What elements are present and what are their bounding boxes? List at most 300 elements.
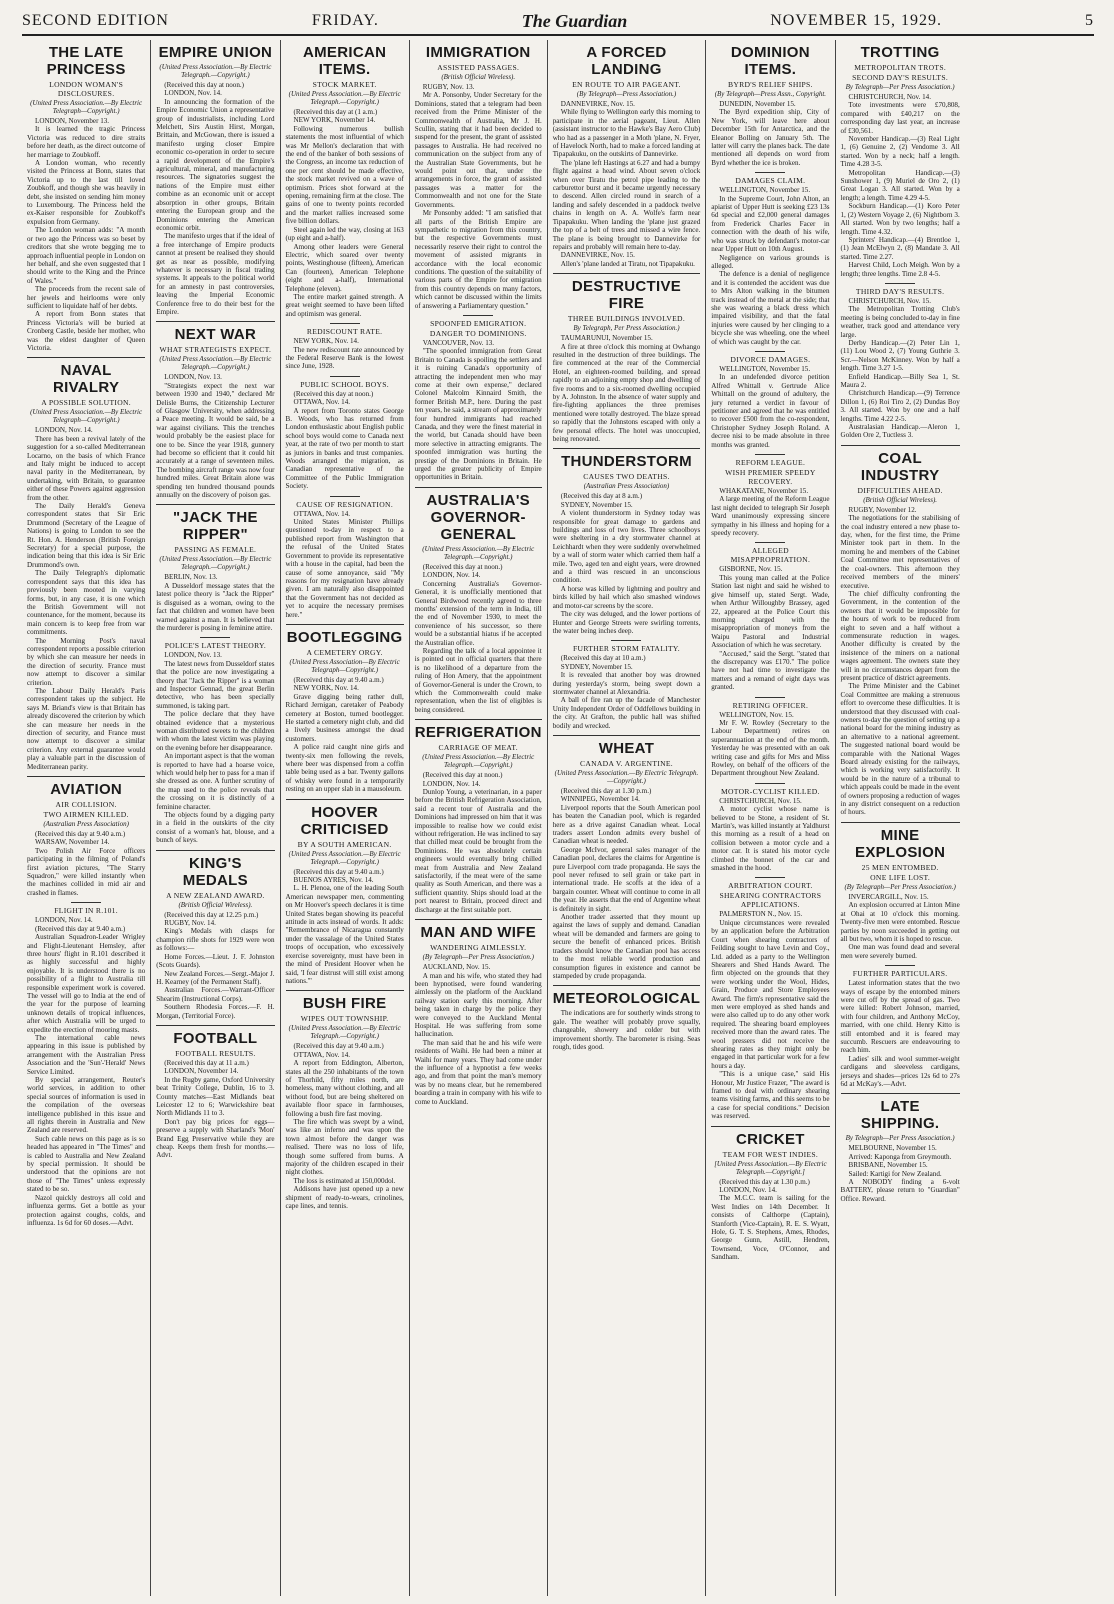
article-paragraph: (Received this day at 9.40 a.m.) xyxy=(35,830,126,839)
article-divider xyxy=(286,990,404,991)
article-paragraph: The Daily Herald's Geneva correspondent states that Sir Eric Drummond (Secretary of the League of Nations) is going to London to see the Rt. Hon. A. Henderson (British Foreign Secretary) for a special purpose, the indication being that this idea is Sir Eric Drummond's own. xyxy=(27,502,146,569)
article-paragraph: CHRISTCHURCH, Nov. 14. xyxy=(848,93,932,101)
article-paragraph: L. H. Plenoa, one of the leading South American newspaper men, commenting on Mr Hoover's speech declares it is time United States began showing its peaceful attitude in acts instead of words. It adds: "Remembrance of Nicaragua constantly under the vassalage of the United States troops of occupation, who excessively exercise sovereignty, must have been in the mind of President Hoover when he said, 'I fear distrust will still exist among nations.'" xyxy=(285,884,404,985)
article-credit: (United Press Association.—By Electric Telegraph.—Copyright.) xyxy=(288,849,401,866)
article-paragraph: A police raid caught nine girls and twenty-six men following the revels, where beer was dispensed from a coffin table being used as a bar. Twenty gallons of whisky were found in a temporarily resting on an upper slab in a mausoleum. xyxy=(285,743,404,794)
article-paragraph: Don't pay big prices for eggs—preserve a supply with Sharland's 'Mon' Brand Egg Preservative while they are cheap. Keeps them fresh for months.—Advt. xyxy=(156,1117,275,1160)
article-subheading: WISH PREMIER SPEEDY RECOVERY. xyxy=(725,468,816,487)
article-paragraph: A motor cyclist whose name is believed to be Stone, a resident of St. Martin's, was killed instantly at Yaldhurst this morning as a result of a head on collision between a motor cycle and a motor car. It is stated his motor cycle climbed the bonnet of the car and smashed in the hood. xyxy=(711,805,830,873)
article-paragraph: (Received this day at 12.25 p.m.) xyxy=(164,910,259,919)
article-headline: METEOROLOGICAL xyxy=(552,990,701,1008)
article-subheading: WANDERING AIMLESSLY. xyxy=(430,943,527,953)
article-paragraph: Ladies' silk and wool summer-weight cardigans and sleeveless cardigans, jerseys and shades—prices 12s 6d to 27s 6d at McKay's.—Advt. xyxy=(840,1054,960,1088)
article-subheading: LONDON WOMAN'S DISCLOSURES. xyxy=(49,80,124,98)
article-subheading: BY A SOUTH AMERICAN. xyxy=(297,839,392,849)
article-paragraph: Arrived: Kaponga from Greymouth. xyxy=(848,1152,952,1161)
article-paragraph: Concerning Australia's Governor-General, it is unofficially mentioned that General Birdwood recently agreed to three months' extension of the term in India, till the end of November 1930, to meet the convenience of his successor, so there would be a substantial hiatus if he accepted the Australian office. xyxy=(414,579,542,647)
article-paragraph: "Strategists expect the next war between 1930 and 1940," declared Mr Delisle Burns, the Citizenship Lecturer of Glasgow University, when addressing a Peace meeting. It would be said, be a war against civilians. This the trenches would probably be the easiest place for one to be. Since the year 1918, gunnery had become so efficient that it could hit accurately at a range of seventeen miles. The bombing aircraft range was now four hundred miles. Great Britain alone was spending ten hundred thousand pounds annually on the discovery of poison gas. xyxy=(156,381,275,500)
article-paragraph: The Prime Minister and the Cabinet Coal Committee are making a strenuous effort to overcome these difficulties. It is understood that they discussed with coal-owners to-day the question of setting up a national board for the mining industry as an alternative to a national agreement. The suggested national board would be comparable with the National Wages Board already existing for the railways, which is working very satisfactorily. It would be in the nature of a tribunal to which appeals could be made in the event of owners proposing a reduction of wages in any district consequent on a reduction of hours. xyxy=(840,682,960,817)
article-credit: (British Official Wireless). xyxy=(178,900,253,909)
article-divider xyxy=(286,624,404,625)
article xyxy=(286,990,404,1210)
article-paragraph: The defence is a denial of negligence and it is contended the accident was due to Mrs Alton walking in the bitumen track instead of the metal at the side; that she was wearing a black dress which impaired visibility, and that the fatal injuries were caused by her clinging to a bicycle she was wheeling, one the wheel of which was caught by the car. xyxy=(711,270,830,346)
article-credit: By Telegraph—Per Press Association.) xyxy=(845,83,955,91)
article xyxy=(553,735,701,980)
article-paragraph: Southern Rhodesia Forces.—F. H. Morgan, (Territorial Force). xyxy=(156,1003,275,1020)
article-divider xyxy=(553,448,701,449)
article xyxy=(711,1126,829,1262)
article-paragraph: (Received this day at 9.40 a.m.) xyxy=(293,867,384,876)
article xyxy=(841,1093,960,1203)
article-headline: DESTRUCTIVE FIRE xyxy=(571,278,682,313)
article xyxy=(156,504,274,632)
article xyxy=(156,1025,274,1160)
article-paragraph: OTTAWA, Nov. 14. xyxy=(293,509,351,518)
article-paragraph: LONDON, Nov. 14. xyxy=(719,1186,777,1195)
article-paragraph: There has been a revival lately of the suggestion for a so-called Mediterranean Locarno, on the basis of which France and Italy might be induced to accept naval parity in the Mediterranean, by undertaking, with Britain, to guarantee either of these Powers against aggression from the other. xyxy=(27,434,146,502)
article-paragraph: A NOBODY finding a 6-volt BATTERY, please return to "Guardian" Office. Reward. xyxy=(840,1178,960,1203)
article-paragraph: The city was deluged, and the lower portions of Hunter and George Streets were swirling torrents, the water being inches deep. xyxy=(552,610,701,635)
article-headline: TROTTING xyxy=(860,44,940,61)
article-paragraph: Regarding the talk of a local appointee it is pointed out in official quarters that there is no likelihood of a departure from the ruling of Hon Amery, that the appointment of Governor-General is under the Crown, to which the Commonwealth could make representation, when the list of eligibles is being considered. xyxy=(414,646,542,714)
article-headline: COAL INDUSTRY xyxy=(860,449,940,484)
section-dash xyxy=(755,877,785,878)
article-subheading: WIPES OUT TOWNSHIP. xyxy=(300,1014,389,1024)
article-paragraph: Australasian Handicap.—Aleron 1, Golden Ore 2, Tuctless 3. xyxy=(840,423,960,440)
article xyxy=(711,44,829,167)
article-paragraph: Liverpool reports that the South American pool has beaten the Canadian pool, which is regarded here as a drive against Canadian wheat. Local traders assert London admits every bushel of Canadian wheat is needed. xyxy=(552,803,701,846)
article-paragraph: It is learned the tragic Princess Victoria was reduced to dire straits before her death, as the direct outcome of her marriage to Zoubkoff. xyxy=(27,125,146,159)
article-paragraph: A London woman, who recently visited the Princess at Bonn, states that Victoria up to the last till loved Zoubkoff, and though she was heavily in debt, she insisted on sending him money to Luxembourg. The Princess held the ex-Kaiser responsible for Zoubkoff's expulsion from Germany. xyxy=(27,159,146,226)
article xyxy=(286,44,404,318)
article-paragraph: One man was found dead and several men were severely burned. xyxy=(840,943,960,960)
article-credit: (United Press Association.—By Electric Telegraph.—Copyright.) xyxy=(554,768,699,785)
article-headline: AUSTRALIA'S GOVERNOR-GENERAL xyxy=(426,491,530,543)
article-paragraph: (Received this day at 8 a.m.) xyxy=(560,492,643,501)
article-paragraph: A report from Eddington, Alberton, states all the 250 inhabitants of the town of Thorhild, fifty miles north, are homeless, many without clothing, and all without food, but are being sheltered on available floor space in farmhouses, following a bush fire fast moving. xyxy=(285,1059,404,1118)
article-paragraph: Grave digging being rather dull, Richard Jernigan, caretaker of Peabody cemetery at Boston, turned bootlegger. He started a cemetery night club, and did a lively business amongst the dead customers. xyxy=(285,692,404,743)
article-paragraph: An important aspect is that the woman is reported to have had a hoarse voice, which would help her to pass for a man if she dressed as one. A further scrutiny of the map used to the police reveals that the crossing on it is distinctly of a feminine character. xyxy=(156,752,275,811)
article-paragraph: Another trader asserted that they mount up against the laws of supply and demand. Canadian wheat will be demanded and farmers are going to secure the benefit of enhanced prices. British traders should know the Canadian pool has access to the most reliable world production and consumption figures in existence and cannot be stampeded by crude propaganda. xyxy=(552,913,701,980)
article-subheading: SECOND DAY'S RESULTS. xyxy=(852,73,949,82)
article-paragraph: DUNEDIN, November 15. xyxy=(719,100,796,108)
article-subheading: FLIGHT IN R.101. xyxy=(54,906,118,916)
article-credit: (United Press Association.—By Electric Telegraph—Copyright.) xyxy=(30,408,143,425)
article-paragraph: "This is a unique case," said His Honour, Mr Justice Frazer, "The award is framed to deal with ordinary shearing teams visiting farms, and this seems to be a case for special conditions." Decision was reserved. xyxy=(711,1070,830,1121)
article-headline: A FORCED LANDING xyxy=(586,44,667,78)
article-paragraph: The objects found by a digging party in a field in the outskirts of the city consist of a woman's hat, blouse, and a bunch of keys. xyxy=(156,811,275,845)
article-paragraph: The police declare that they have obtained evidence that a mysterious woman distributed sweets to the children with whom the latest victim was playing on the evening before her disappearance. xyxy=(156,710,275,752)
section-dash xyxy=(330,376,360,377)
article-credit: (United Press Association.—By Electric Telegraph.—Copyright.) xyxy=(159,63,272,79)
article-paragraph: The negotiations for the stabilising of the coal industry entered a new phase to-day, when, for the first time, the Prime Minister took part in them. In the morning he and members of the Cabinet Coal Committee met representatives of the coal-owners. This afternoon they received members of the miners' executive. xyxy=(840,514,960,590)
article-paragraph: LONDON, Nov. 14. xyxy=(35,426,93,435)
article xyxy=(711,783,829,873)
article-paragraph: The London woman adds: "A month or two ago the Princess was so beset by creditors that she wrote begging me to approach influential people in London on her behalf, and she even suggested that I should write to the King and the Prince of Wales." xyxy=(27,226,146,285)
article-paragraph: (Received this day at 1.30 p.m.) xyxy=(719,1177,810,1186)
masthead xyxy=(22,10,1094,32)
article xyxy=(27,776,145,897)
article-paragraph: BUENOS AYRES, Nov. 14. xyxy=(293,876,374,885)
article xyxy=(415,919,542,1106)
article-paragraph: WELLINGTON, November 15. xyxy=(719,364,811,373)
article-paragraph: Harvest Child, Loch Meigh. Won by a length; three lengths. Time 2.8 4-5. xyxy=(840,261,960,278)
article-paragraph: (Received this day at noon.) xyxy=(293,389,374,398)
article-credit: (United Press Association.—By Electric Telegraph.—Copyright.) xyxy=(159,355,272,372)
article-paragraph: WELLINGTON, Nov. 15. xyxy=(719,710,794,719)
article xyxy=(27,357,145,771)
article-subheading: A POSSIBLE SOLUTION. xyxy=(41,398,131,408)
article-paragraph: A report from Toronto states George B. Woods, who has returned from London enthusiastic about English public school boys would come to Canada next year, at the rate of two per month to start as juniors in banks and trust companies. Woods arranged the migration, as Canadian representative of the Committee of the Public Immigration Society. xyxy=(285,406,404,491)
section-dash xyxy=(330,496,360,497)
article-subheading: REDISCOUNT RATE. xyxy=(306,327,383,337)
article xyxy=(286,799,404,986)
article-paragraph: In the Supreme Court, John Alton, an apiarist of Upper Hutt is seeking £23 13s 6d special and £2,000 general damages from Frederick Charles Facer in connection with the death of his wife, who was struck by defendant's motor-car near Upper Hutt on 10th August. xyxy=(711,194,830,254)
article-paragraph: PALMERSTON N., Nov. 15. xyxy=(719,910,803,919)
article-credit: By Telegraph, Per Press Association.) xyxy=(573,324,680,333)
article-subheading: 25 MEN ENTOMBED. xyxy=(861,862,939,872)
article-paragraph: (Received this day at (1 a.m.) xyxy=(293,108,378,116)
article-subheading: ARBITRATION COURT. xyxy=(728,881,813,891)
article-paragraph: Tote investments were £70,808, compared with £40,217 on the corresponding day last year, an increase of £30,561. xyxy=(840,101,960,135)
article-headline: EMPIRE UNION xyxy=(158,44,273,61)
article-divider xyxy=(553,985,701,986)
article-paragraph: Nazol quickly destroys all cold and influenza germs. Get a bottle as your protection against coughs, colds, and influenza. 1s 6d for 60 doses.—Advt. xyxy=(27,1193,146,1227)
article-paragraph: The indications are for southerly winds strong to gale. The weather will probably prove squally, changeable, showery and colder but with improvement shortly. The barometer is rising. Seas rough, tides good. xyxy=(552,1009,701,1051)
article-paragraph: The new rediscount rate announced by the Federal Reserve Bank is the lowest since June, 1928. xyxy=(285,345,404,371)
article-paragraph: (Received this day at 9.40 a.m.) xyxy=(293,675,384,684)
issue-date: NOVEMBER 15, 1929. xyxy=(770,12,943,29)
article-subheading: FOOTBALL RESULTS. xyxy=(175,1048,256,1058)
section-dash xyxy=(755,172,785,173)
article-credit: (By Telegraph—Press Assn., Copyright. xyxy=(714,90,827,98)
article-subheading: REFORM LEAGUE. xyxy=(735,458,806,468)
article-paragraph: It is revealed that another boy was drowned during yesterday's storm, being swept down a stormwater channel at Alexandria. xyxy=(552,671,701,696)
article-paragraph: Following numerous bullish statements the most influential of which was Mr Mellon's declaration that with the end of the banker of both sessions of the Congress, an income tax reduction of one per cent should be made effective, the stock market revived on a wave of optimism. Prices shot forward at the opening, remaining firm at the close. The gains of one to twenty points recorded and the market rallies increased some five billion dollars. xyxy=(285,124,404,226)
article-paragraph: LONDON, Nov. 14. xyxy=(422,779,481,788)
article-paragraph: LONDON, Nov. 13. xyxy=(164,651,222,660)
article-headline: KING'S MEDALS xyxy=(182,854,248,889)
column-7 xyxy=(836,40,965,1596)
article-paragraph: The proceeds from the recent sale of her jewels and heirlooms were only sufficient to liquidate half of her debts. xyxy=(27,285,146,310)
section-dash xyxy=(755,542,785,543)
article-subheading: THREE BUILDINGS INVOLVED. xyxy=(567,314,686,324)
article-divider xyxy=(711,1126,829,1127)
article-subheading: MOTOR-CYCLIST KILLED. xyxy=(720,786,820,796)
article-paragraph: Among other leaders were General Electric, which soared over twenty points, Westinghouse (fifteen), American Can (fourteen), American Telephone (eight and a-half), International Telephone (eleven). xyxy=(285,242,404,293)
article-divider xyxy=(27,357,145,358)
article-subheading: DIVORCE DAMAGES. xyxy=(730,354,811,364)
article-subheading: STOCK MARKET. xyxy=(312,80,377,89)
article-credit: (United Press Association.—By Electric Telegraph—Copyright.) xyxy=(30,99,143,115)
article-paragraph: Mr F. W. Rowley (Secretary to the Labour Department) retires on superannuation at the end of the month. Yesterday he was presented with an oak writing case and gifts for Mrs and Miss Rowley, on behalf of the officers of the Department throughout New Zealand. xyxy=(711,718,830,778)
article-divider xyxy=(841,445,960,446)
article-subheading: CARRIAGE OF MEAT. xyxy=(438,743,518,753)
newspaper-title: The Guardian xyxy=(521,10,628,31)
column-4 xyxy=(410,40,548,1596)
article-paragraph: Negligence on various grounds is alleged. xyxy=(711,253,830,270)
article-paragraph: In the Rugby game, Oxford University beat Trinity College, Dublin, 16 to 3. County matches—East Midlands beat Leicester 12 to 6; Warwickshire beat North Midlands 11 to 3. xyxy=(156,1075,275,1118)
article xyxy=(711,697,829,778)
article-paragraph: INVERCARGILL, Nov. 15. xyxy=(848,892,929,901)
article-paragraph: Australian Forces.—Warrant-Officer Shearim (Instructional Corps). xyxy=(156,986,275,1003)
article-credit: (British Official Wireless). xyxy=(863,495,938,504)
article-paragraph: Steel again led the way, closing at 163 (up eight and a-half). xyxy=(285,225,404,243)
edition-label: SECOND EDITION xyxy=(22,12,169,29)
article xyxy=(415,315,542,482)
article-paragraph: RUGBY, November 12. xyxy=(848,505,917,514)
article xyxy=(553,44,701,268)
article-credit: (By Telegraph—Press Association.) xyxy=(576,90,677,98)
article-paragraph: The latest news from Dusseldorf states that the police are now investigating a theory that "Jack the Ripper" is a woman and Inspector Gennad, the great Berlin detective, who has been specially summoned, is taking part. xyxy=(156,659,275,710)
section-dash xyxy=(463,315,493,316)
article-paragraph: (Received this day at 1.30 p.m.) xyxy=(560,786,652,795)
section-dash xyxy=(755,697,785,698)
article-paragraph: NEW YORK, Nov. 14. xyxy=(293,684,359,693)
article-headline: THUNDERSTORM xyxy=(561,453,692,471)
article-paragraph: OTTAWA, Nov. 14. xyxy=(293,398,351,407)
article-divider xyxy=(841,1093,960,1094)
article-divider xyxy=(415,719,542,720)
article-paragraph: Derby Handicap.—(2) Peter Lin 1, (11) Lou Wood 2, (7) Young Guthrie 3. Scr.—Nelson McKinney. Won by half a length. Time 3.27 1-5. xyxy=(840,338,960,373)
article-paragraph: A ball of fire ran up the facade of Manchester Unity Independent Order of Oddfellows building in the city. At Grafton, the public hall was shifted bodily and wrecked. xyxy=(552,696,701,730)
article xyxy=(711,542,829,691)
article-paragraph: "Accused," said the Sergt. "stated that the discrepancy was £170." The police have not had time to investigate the matters and a remand of eight days was granted. xyxy=(711,649,830,692)
article-paragraph: A violent thunderstorm in Sydney today was responsible for great damage to gardens and buildings and loss of two lives. Three schoolboys were sheltering in a dry stormwater channel at Leichhardt when they were suddenly overwhelmed by a wall of storm water which carried them half a mile. Two, aged ten and eight years, were drowned and a third was rescued in an unconscious condition. xyxy=(552,509,701,585)
article-paragraph: LONDON, November 13. xyxy=(35,117,110,125)
article-subheading: A CEMETERY ORGY. xyxy=(306,647,383,657)
article xyxy=(553,640,701,730)
article xyxy=(841,283,960,440)
article-divider xyxy=(841,822,960,823)
column-2 xyxy=(151,40,280,1596)
article-subheading: AIR COLLISION. xyxy=(55,800,117,810)
article-paragraph: Mr Ponsonby added: "I am satisfied that all parts of the British Empire are sympathetic to migration from this country, but the respective Governments must necessarily reserve their right to control the movement of assisted migrants in accordance with the local economic conditions. The question of the suitability of various parts of the Empire for emigration from this country depends on many factors, which cannot be discussed within the limits of answering a Parliamentary question." xyxy=(414,209,542,310)
article-paragraph: BERLIN, Nov. 13. xyxy=(164,573,218,582)
masthead-rule xyxy=(22,34,1094,36)
article-paragraph: The loss is estimated at 150,000dol. xyxy=(293,1176,396,1185)
article-paragraph: A Dusseldorf message states that the latest police theory is "Jack the Ripper" is disguised as a woman, owing to the fact that children and women have been warned against a man. It is believed that the murderer is posing in feminine attire. xyxy=(156,581,275,632)
article-subheading: CAUSE OF RESIGNATION. xyxy=(296,499,394,509)
article-paragraph: Metropolitan Handicap.—(3) Sunshower 1, (9) Muriel de Oro 2, (1) Great Logan 3. All started. Won by a length; a length. Time 4.29 4-5. xyxy=(840,168,960,202)
section-dash xyxy=(885,283,915,284)
article-divider xyxy=(286,799,404,800)
article-subheading: POLICE'S LATEST THEORY. xyxy=(164,641,267,651)
article-divider xyxy=(156,850,274,851)
article-paragraph: LONDON, Nov. 14. xyxy=(422,571,481,580)
article-paragraph: In announcing the formation of the Empire Economic Union a representative group of industrialists, including Lord Melchett, Sirs Austin Hirst, Morgan, Brittain, and McGowan, there is issued a manifesto urging closer Empire economic co-operation in order to secure a rapid development of the Empire's agricultural, mineral, and manufacturing resources. The signatories suggest the nations of the Empire must either combine as an economic unit or accept absorption in other groups, Britain entering the European group and the Dominions entering the American economic orbit. xyxy=(156,97,275,232)
article-subheading: TWO AIRMEN KILLED. xyxy=(43,810,129,820)
article-paragraph: SYDNEY, November 15. xyxy=(560,500,633,509)
article-paragraph: DANNEVIRKE, Nov. 15. xyxy=(560,251,635,260)
article-paragraph: LONDON, Nov. 14. xyxy=(35,916,93,925)
article-paragraph: WARSAW, November 14. xyxy=(35,838,110,847)
article-paragraph: Sprinters' Handicap.—(4) Brentloe 1, (1) Jean McElwyn 2, (8) Mandate 3. All started. Time 2.27. xyxy=(840,235,960,261)
article xyxy=(841,822,960,960)
article-paragraph: Dunlop Young, a veterinarian, in a paper before the British Refrigeration Association, said a recent tour of Australia and the Dominions had impressed on him that it was impossible to realise how we could exist without refrigeration. He was inclined to say that chilled meat could be brought from the Dominions. He was absolutely certain engineers would eventually bring chilled meat from Australia and New Zealand satisfactorily, if the meat were of the same quality as South American, and there was a sufficient quantity. Ships should load at the port nearest to Britain, proceed direct and discharge at the first suitable port. xyxy=(414,788,542,914)
section-dash xyxy=(611,640,641,641)
article-headline: MAN AND WIFE xyxy=(420,924,536,942)
article-paragraph: The Morning Post's naval correspondent reports a possible criterion by which she can measure her needs in the direction of security. France must now attempt to discover a similar criterion. xyxy=(27,636,146,687)
article-subheading: BYRD'S RELIEF SHIPS. xyxy=(727,80,813,89)
article-subheading: EN ROUTE TO AIR PAGEANT. xyxy=(572,80,681,89)
article-paragraph: LONDON, November 14. xyxy=(164,1067,239,1076)
article-headline: NEXT WAR xyxy=(174,326,257,344)
article-headline: BOOTLEGGING xyxy=(286,628,403,646)
article-paragraph: Two Polish Air Force officers participating in the filming of Poland's first aviation pictures, "The Starry Squadron," were killed instantly when the machines collided in mid air and crashed in flames. xyxy=(27,846,146,897)
article-paragraph: The Labour Daily Herald's Paris correspondent takes up the subject. He says M. Briand's view is that Britain has already discovered the criterion by which she can measure her needs in the direction of security, and France must now attempt to discover a similar criterion. Any external guarantee would play a valuable part in the discussion of Mediterranean parity. xyxy=(27,686,146,771)
article-subheading: CAUSES TWO DEATHS. xyxy=(583,472,670,482)
article-subheading: WHAT STRATEGISTS EXPECT. xyxy=(159,345,272,355)
article-paragraph: A fire at three o'clock this morning at Owhango resulted in the destruction of three buildings. The fire commenced at the rear of the Commercial Hotel, an eighteen-roomed building, and spread rapidly to an adjoining empty shop and dwelling of five rooms and to a six-roomed dwelling occupied by A. Johnston. In the absence of water supply and fire-fighting appliances the three premises mentioned were totally destroyed. The blaze spread so rapidly that the Johnstons escaped with only a few personal effects. The hotel was unoccupied, being renovated. xyxy=(552,342,701,443)
article-headline: HOOVER CRITICISED xyxy=(300,803,389,838)
article-subheading: SHEARING CONTRACTORS APPLICATIONS. xyxy=(719,891,822,910)
article-paragraph: (Received this day at 10 a.m.) xyxy=(560,654,646,663)
article-headline: FOOTBALL xyxy=(173,1029,258,1047)
article-paragraph: OTTAWA, Nov. 14. xyxy=(293,1050,351,1059)
section-dash xyxy=(755,454,785,455)
article-credit: (Australian Press Association) xyxy=(583,482,670,491)
article-paragraph: A large meeting of the Reform League last night decided to telegraph Sir Joseph Ward unanimously expressing sincere sympathy in his illness and hoping for a speedy recovery. xyxy=(711,495,830,538)
article xyxy=(553,985,701,1051)
article-paragraph: (Received this day at 11 a.m.) xyxy=(164,1058,249,1067)
article-divider xyxy=(553,735,701,736)
article-subheading: FURTHER STORM FATALITY. xyxy=(573,644,680,654)
article-headline: NAVAL RIVALRY xyxy=(52,362,120,397)
article-paragraph: November Handicap.—(3) Real Light 1, (6) Genuine 2, (2) Vendome 3. All started. Won by a neck; half a length. Time 4.28 3-5. xyxy=(840,135,960,169)
section-dash xyxy=(755,783,785,784)
article-paragraph: Addisons have just opened up a new shipment of ready-to-wears, crinolines, cape lines, and tennis. xyxy=(285,1185,404,1211)
article-paragraph: Allen's 'plane landed at Tiratu, not Tipapakuku. xyxy=(560,259,695,268)
article-credit: (By Telegraph—Per Press Association.) xyxy=(844,882,956,891)
article-paragraph: The 'plane left Hastings at 6.27 and had a bumpy flight against a head wind. About seven o'clock when over Tiratu the petrol pipe leading to the carburettor burst and it became urgently necessary to descend. Allen circled round in search of a landing and safely descended in a paddock twelve chains in length on A. A. Wolfe's farm near Tipapakuku. When landing the 'plane just grazed the top of a belt of trees and missed a wire fence. The plane is being brought to Dannevirke for repairs and probably will remain here to-day. xyxy=(552,158,701,251)
article-paragraph: The man said that he and his wife were residents of Waihi. He had been a miner at Waihi for many years. They had come under the influence of a hypnotist a few weeks ago, and from that point the man's memory was by no means clear, but he remembered boarding a train in company with his wife to come to Auckland. xyxy=(414,1038,542,1106)
article-credit: By Telegraph—Per Press Association.) xyxy=(845,1134,955,1143)
article-paragraph: CHRISTCHURCH, Nov. 15. xyxy=(848,296,932,305)
article-paragraph: (Received this day at 9.40 a.m.) xyxy=(35,924,126,933)
article-subheading: SPOONFED EMIGRATION. xyxy=(430,318,527,328)
article-paragraph: Christchurch Handicap.—(9) Terrence Dillon 1, (6) Roi Tiro 2, (2) Dundas Boy 3. All started. Won by one and a half lengths. Time 4.22 2-5. xyxy=(840,389,960,423)
column-1 xyxy=(22,40,151,1596)
article-paragraph: The manifesto urges that if the ideal of a free interchange of Empire products cannot at present be realised they should get as near as possible, modifying whatever is necessary in fiscal trading systems. It appeals to the political world for an amnesty in past controversies, leaving the Imperial Economic Conference free to do their best for the Empire. xyxy=(156,232,275,316)
article-paragraph: Sailed: Kartigi for New Zealand. xyxy=(848,1169,942,1178)
article xyxy=(286,624,404,794)
article-paragraph: NEW YORK, Nov. 14. xyxy=(293,337,359,346)
section-dash xyxy=(200,637,230,638)
article-credit: (By Telegraph—Per Press Association.) xyxy=(422,953,534,962)
article xyxy=(415,44,542,310)
article-headline: LATE SHIPPING. xyxy=(860,1098,940,1133)
article-headline: CRICKET xyxy=(735,1130,805,1148)
article-headline: THE LATE PRINCESS xyxy=(46,44,126,78)
article-paragraph: DANNEVIRKE, Nov. 15. xyxy=(560,100,635,108)
article-headline: IMMIGRATION xyxy=(425,44,531,61)
article-divider xyxy=(415,487,542,488)
article-paragraph: GISBORNE, Nov. 15. xyxy=(719,565,783,574)
article-paragraph: The chief difficulty confronting the Government, in the contention of the owners that it would be impossible for the hours of work to be reduced from eight to seven and a half without a commensurate reduction in wages. Another difficulty is created by the insistence of the miners on a national wages agreement. The owners state they will in no circumstances depart from the present practice of district agreements. xyxy=(840,589,960,682)
article xyxy=(841,445,960,817)
article-headline: BUSH FIRE xyxy=(302,995,387,1013)
article-credit: (British Official Wireless). xyxy=(441,73,516,81)
article-paragraph: AUCKLAND, Nov. 15. xyxy=(422,963,491,972)
page-number: 5 xyxy=(1084,12,1094,29)
article-paragraph: Sockburn Handicap.—(1) Koro Peter 1, (2) Western Voyage 2, (6) Nightborn 3. All started. Won by two lengths; half a length. Time 4.32. xyxy=(840,202,960,236)
article-paragraph: WHAKATANE, November 15. xyxy=(719,487,809,496)
article-subheading: ALLEGED MISAPPROPRIATION. xyxy=(730,546,811,565)
article-paragraph: The M.C.C. team is sailing for the West Indies on 14th December. It consists of Calthorpe (Captain), Stanforth (Vice-Captain), R. E. S. Wyatt, Hole, G. T. S. Stephens, Ames, Rhodes, George Gunn, Astill, Hendren, Townsend, Voce, O'Connor, and Sandham. xyxy=(711,1194,830,1262)
article-paragraph: The Byrd expedition ship, City of New York, will leave here about December 15th for Antarctica, and the Eleanor Bolling on January 5th. The latter will carry the planes back. The date mentioned all depends on word from Byrd whether the ice is broken. xyxy=(711,108,830,167)
article-paragraph: VANCOUVER, Nov. 13. xyxy=(422,338,495,347)
day-label: FRIDAY. xyxy=(311,12,379,29)
article xyxy=(286,323,404,371)
article-paragraph: The international cable news appearing in this issue is published by arrangement with the Australian Press Association and the 'Sun'-'Herald' News Service Limited. xyxy=(27,1033,146,1076)
article xyxy=(286,376,404,491)
article-paragraph: (Received this day at noon.) xyxy=(164,81,245,89)
article-divider xyxy=(553,273,701,274)
article-paragraph: CHRISTCHURCH, Nov. 15. xyxy=(719,796,802,805)
article xyxy=(27,902,145,1227)
article-credit: [United Press Association.—By Electric Telegraph.—Copyright.] xyxy=(714,1159,827,1176)
article-credit: (United Press Association.—By Electric Telegraph.—Copyright.) xyxy=(288,1024,401,1041)
article-paragraph: In an undefended divorce petition Alfred Whittall v. Gertrude Alice Whittall on the ground of adultery, the jury returned a verdict in favour of petitioner and agreed that he was entitled to recover £500 from the co-respondent, Christopher Sydney Joseph Roland. A decree nisi to be made absolute in three months was granted. xyxy=(711,373,830,449)
article-credit: (United Press Association.—By Electric Telegraph.—Copyright.) xyxy=(159,555,272,572)
article-paragraph: "The spoonfed immigration from Great Britain to Canada is spoiling the settlers and it is ruining Canada's opportunity of attracting the independent men who may come at their own expense," declared Colonel Malcolm Kinnaird Smith, the former British M.P., here. During the past ten years, he said, a stream of approximately four hundred immigrants had reached Canada, and they were the finest material in the world, but Canada should have been more selective in attracting emigrants. The spoonfed immigration was hurting the prestige of the Dominions in Britain. He urged the greater publicity of Empire opportunities in Britain. xyxy=(414,347,542,482)
article-subheading: CANADA V. ARGENTINE. xyxy=(579,758,674,768)
article xyxy=(553,273,701,443)
article-divider xyxy=(415,919,542,920)
article-paragraph: The Metropolitan Trotting Club's meeting is being concluded to-day in fine weather, track good and attendance very large. xyxy=(840,305,960,339)
article xyxy=(553,448,701,635)
article xyxy=(156,44,274,316)
article-credit: (United Press Association.—By Electric Telegraph.—Copyright.) xyxy=(288,90,401,106)
article-paragraph: TAUMARUNUI, November 15. xyxy=(560,334,653,343)
article xyxy=(711,172,829,346)
article-paragraph: Mr A. Ponsonby, Under Secretary for the Dominions, stated that a telegram had been received from the Prime Minister of the Commonwealth of Australia, Mr J. H. Scullin, stating that it had been decided to suspend for the present, the grant of assisted passages to Australia. He had received no communication on the subject from any of the Australian State Governments, but he would point out that, under the arrangements in force, the grant of assisted passages was a matter for the Commonwealth and not one for the State Governments. xyxy=(414,91,542,209)
article-headline: MINE EXPLOSION xyxy=(855,826,946,861)
article-paragraph: The entire market gained strength. A great weight seemed to have been lifted and optimism was general. xyxy=(285,292,404,318)
article-headline: REFRIGERATION xyxy=(414,724,542,742)
article-paragraph: NEW YORK, November 14. xyxy=(293,116,376,125)
article-paragraph: RUGBY, Nov. 14. xyxy=(164,919,216,928)
article xyxy=(841,965,960,1088)
article-subheading: DIFFICULTIES AHEAD. xyxy=(857,485,943,495)
article-paragraph: WINNIPEG, November 14. xyxy=(560,795,640,804)
article-credit: (United Press Association.—By Electric Telegraph.—Copyright.) xyxy=(422,753,535,770)
section-dash xyxy=(71,902,101,903)
article-divider xyxy=(156,321,274,322)
article-headline: DOMINION ITEMS. xyxy=(730,44,810,78)
article-paragraph: While flying to Wellington early this morning to participate in the aerial pageant, Lieut. Allen (assistant instructor to the Hawke's Bay Aero Club) who had as a passenger in a Moth 'plane, N. Fryer, of Havelock North, had to make a forced landing at Tipapakuku, on the outskirts of Dannevirke. xyxy=(552,108,701,159)
article-headline: AVIATION xyxy=(50,781,123,799)
article-paragraph: United States Minister Phillips questioned to-day in respect to a published report from Washington that the refusal of the United States Government to provide its representative with a house in the capital, had been the cause of some annoyance, said "My reasons for my resignation have already given. I am naturally also disappointed that the Government has not decided as yet to acquire the necessary premises here." xyxy=(285,518,404,619)
article-paragraph: MELBOURNE, November 15. xyxy=(848,1144,937,1153)
article-credit: (Australian Press Association) xyxy=(43,820,129,829)
article-paragraph: A man and his wife, who stated they had been hypnotised, were found wandering aimlessly on the platform of the Auckland railway station early this morning. After being taken in charge by the police they were conveyed to the Auckland Mental Hospital. He was suffering from some hallucination. xyxy=(414,971,542,1039)
article-headline: AMERICAN ITEMS. xyxy=(303,44,387,78)
article-subheading: PUBLIC SCHOOL BOYS. xyxy=(300,379,389,389)
article-paragraph: An explosion occurred at Linton Mine at Ohai at 10 o'clock this morning. Twenty-five men were entombed. Rescue parties by noon succeeded in getting out all but two, whom it is hoped to rescue. xyxy=(840,901,960,943)
article-paragraph: (Received this day at 9.40 a.m.) xyxy=(293,1042,384,1051)
section-dash xyxy=(755,351,785,352)
column-3 xyxy=(281,40,410,1596)
article xyxy=(711,877,829,1120)
column-6 xyxy=(706,40,835,1596)
article-subheading: TEAM FOR WEST INDIES. xyxy=(722,1149,819,1159)
article-paragraph: A report from Bonn states that Princess Victoria's will be buried at Cronberg Castle, beside her mother, who was the eldest daughter of Queen Victoria. xyxy=(27,310,146,352)
article-paragraph: WELLINGTON, November 15. xyxy=(719,186,811,195)
article-subheading: ONE LIFE LOST. xyxy=(870,872,931,882)
section-dash xyxy=(885,965,915,966)
